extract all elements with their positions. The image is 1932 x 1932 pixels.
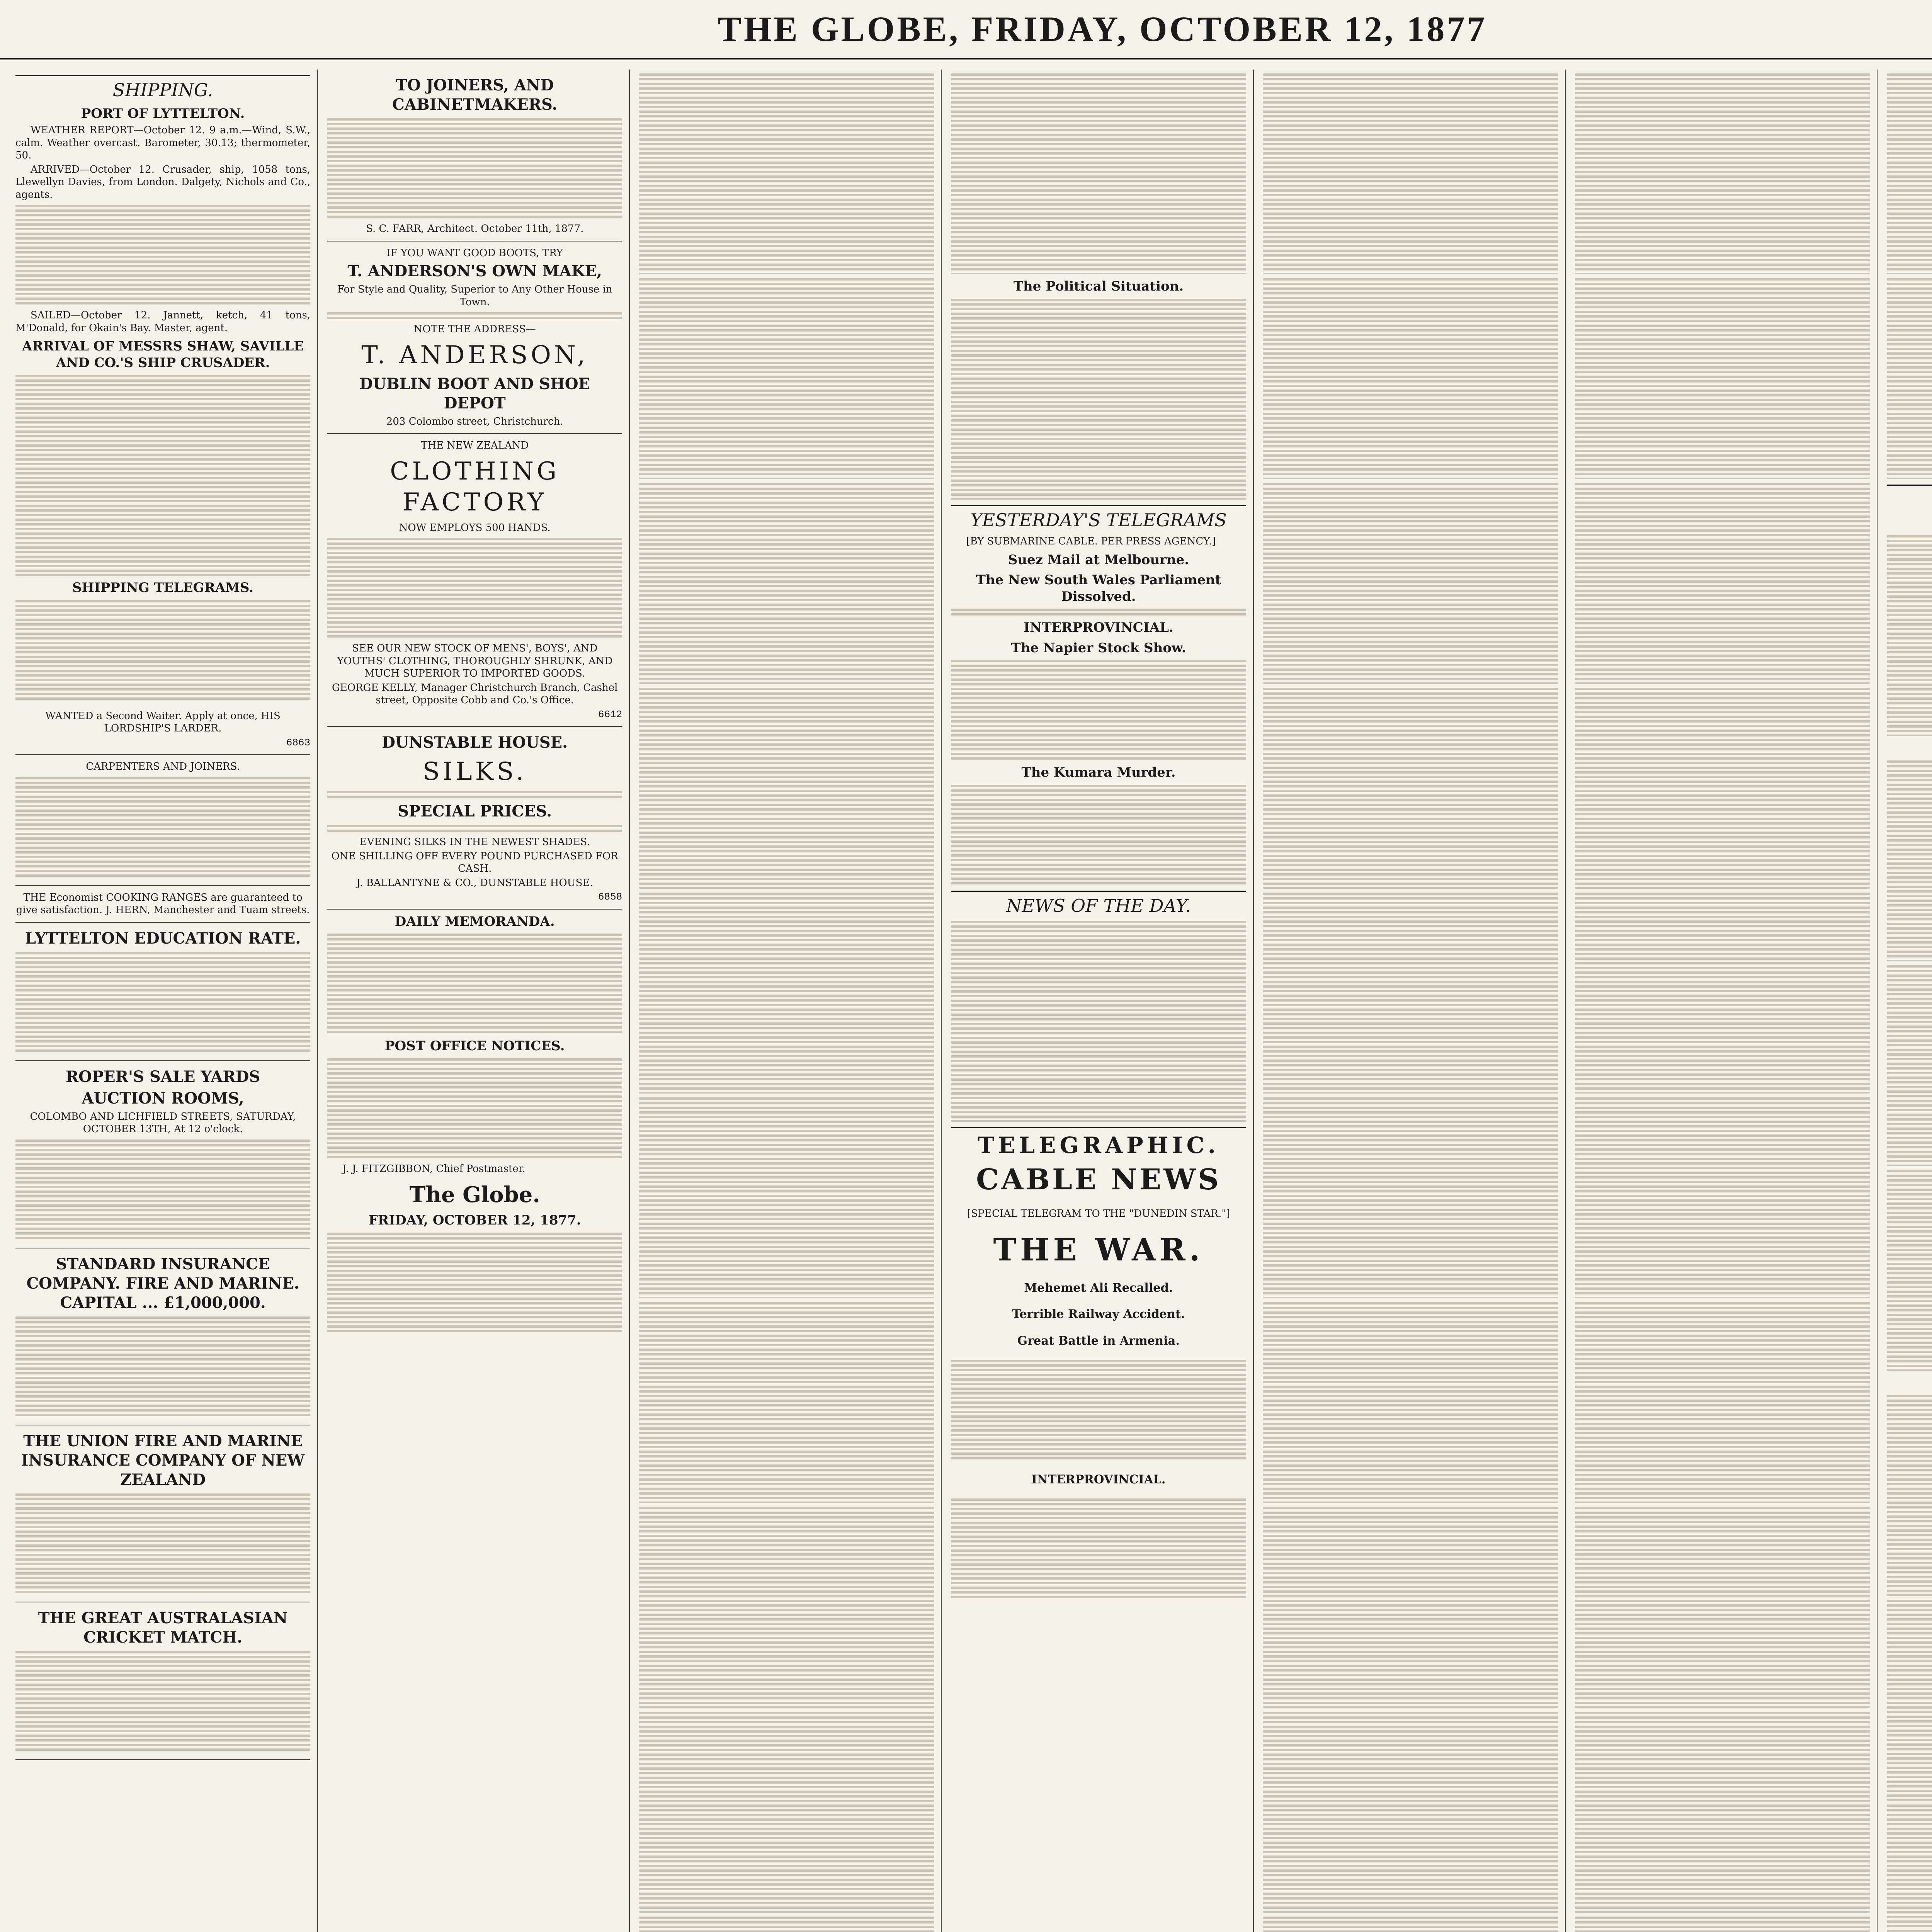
ad-heading: CARPENTERS AND JOINERS. [86, 761, 240, 772]
mehemet-heading: Mehemet Ali Recalled. [1024, 1281, 1173, 1295]
memoranda-heading: DAILY MEMORANDA. [395, 913, 555, 929]
column-2 [327, 70, 630, 1932]
ad-economist [15, 886, 310, 923]
article-text-filler [1575, 483, 1870, 684]
article-text-filler [639, 73, 934, 274]
article-text-filler [1887, 278, 1932, 479]
yesterday-sub: [BY SUBMARINE CABLE. PER PRESS AGENCY.] [966, 536, 1216, 547]
article-text-filler [951, 609, 1246, 616]
ad-union-insurance [15, 1425, 310, 1602]
ad-heading: THE GREAT AUSTRALASIAN CRICKET MATCH. [38, 1609, 288, 1646]
article-text-filler [951, 1498, 1246, 1599]
armenia-heading: Great Battle in Armenia. [1017, 1333, 1180, 1348]
ad-heading: TO JOINERS, AND CABINETMAKERS. [392, 76, 558, 114]
columns [15, 70, 1932, 1932]
cable-sub: [SPECIAL TELEGRAM TO THE "DUNEDIN STAR."] [967, 1208, 1230, 1219]
ad-clothing-factory [327, 434, 622, 727]
ad-text-filler [327, 791, 622, 798]
arrival-heading: ARRIVAL OF MESSRS SHAW, SAVILLE AND CO.'S SHIP CRUSADER. [22, 338, 304, 371]
article-text-filler [1575, 1097, 1870, 1298]
ad-address-street: 203 Colombo street, Christchurch. [386, 415, 563, 427]
article-text-filler [1263, 1917, 1558, 1932]
ad-line: NOW EMPLOYS 500 HANDS. [399, 522, 551, 534]
ad-dunstable-house [327, 727, 622, 910]
yesterday-block [951, 535, 1246, 885]
article-text-filler [1575, 1507, 1870, 1708]
globe-editorial-title: The Globe. [409, 1182, 540, 1208]
sailed-text: SAILED—October 12. Jannett, ketch, 41 tons, M'Donald, for Okain's Bay. Master, agent. [15, 310, 311, 334]
cable-news-heading: CABLE NEWS [976, 1163, 1221, 1196]
editorial-date: FRIDAY, OCTOBER 12, 1877. [368, 1213, 581, 1228]
article-text-filler [1575, 73, 1870, 274]
article-text-filler [639, 1917, 934, 1932]
ad-joiners [327, 70, 622, 242]
ad-heading: DUNSTABLE HOUSE. [382, 733, 568, 752]
ad-special-prices: SPECIAL PRICES. [398, 802, 552, 820]
ad-stock: SEE OUR NEW STOCK OF MENS', BOYS', AND YOUTHS' CLOTHING, THOROUGHLY SHRUNK, AND MUCH SUPERIOR TO IMPORTED GOODS. [337, 643, 613, 679]
article-text-filler [951, 785, 1246, 885]
column-6 [1575, 70, 1878, 1932]
editorial-block [327, 1212, 622, 1333]
interprovincial-heading: INTERPROVINCIAL. [1024, 620, 1173, 635]
article-text-filler [639, 1507, 934, 1708]
ad-address-label: NOTE THE ADDRESS— [413, 323, 536, 335]
ad-number: 6858 [598, 891, 622, 903]
ad-wanted-waiter [15, 704, 310, 755]
ad-boots [327, 242, 622, 434]
weather-report: WEATHER REPORT—October 12. 9 a.m.—Wind, S.W., calm. Weather overcast. Barometer, 30.13; thermometer, 50. [15, 124, 311, 161]
article-text-filler [639, 1302, 934, 1503]
article-text-filler [639, 1097, 934, 1298]
ad-education-rate [15, 923, 310, 1061]
article-text-filler [327, 1058, 622, 1159]
ad-standard-insurance [15, 1248, 310, 1425]
article-text-filler [639, 893, 934, 1094]
article-text-filler [1263, 1097, 1558, 1298]
ad-signature: S. C. FARR, Architect. October 11th, 1877. [366, 223, 584, 235]
column-7 [1887, 70, 1932, 1932]
article-text-filler [15, 600, 310, 701]
arrived-text: ARRIVED—October 12. Crusader, ship, 1058 tons, Llewellyn Davies, from London. Dalgety, Nichols and Co., agents. [15, 163, 311, 201]
article-text-filler [1263, 73, 1558, 274]
ad-kelly: GEORGE KELLY, Manager Christchurch Branch, Cashel street, Opposite Cobb and Co.'s Office. [332, 682, 618, 706]
ad-ballantyne: J. BALLANTYNE & CO., DUNSTABLE HOUSE. [356, 877, 593, 889]
ad-text-filler [15, 777, 310, 878]
nsw-heading: The New South Wales Parliament Dissolved. [976, 572, 1221, 604]
article-text-filler [951, 73, 1246, 274]
drainage-date [1887, 515, 1932, 532]
article-text-filler [1887, 1600, 1932, 1801]
article-text-filler [1887, 965, 1932, 1166]
ad-heading: T. ANDERSON'S OWN MAKE, [347, 262, 602, 280]
article-text-filler [1263, 688, 1558, 889]
article-text-filler [1575, 278, 1870, 479]
suez-heading: Suez Mail at Melbourne. [1008, 552, 1189, 568]
ad-text-filler [327, 312, 622, 319]
column-1 [15, 70, 318, 1932]
political-block [951, 278, 1246, 500]
article-text-filler [1887, 73, 1932, 274]
ad-text-filler [15, 1316, 310, 1417]
war-heading: THE WAR. [993, 1231, 1204, 1268]
article-text-filler [15, 375, 310, 576]
ad-line: THE NEW ZEALAND [420, 440, 529, 451]
ad-cricket-match [15, 1602, 310, 1760]
drainage-board-title [1887, 485, 1932, 511]
article-text-filler [1263, 1507, 1558, 1708]
article-text-filler [1887, 760, 1932, 961]
article-text-filler [639, 688, 934, 889]
ad-silks: SILKS. [423, 757, 527, 786]
ferry-road-heading [1887, 1375, 1932, 1391]
article-text-filler [951, 1360, 1246, 1460]
engineer-heading [1887, 740, 1932, 757]
article-text-filler [951, 660, 1246, 760]
article-text-filler [327, 1233, 622, 1333]
ad-text: THE Economist COOKING RANGES are guaranteed to give satisfaction. J. HERN, Manchester and Tuam streets. [16, 891, 310, 916]
ad-number: 6612 [598, 708, 622, 720]
ad-text: For Style and Quality, Superior to Any Other House in Town. [337, 284, 612, 308]
ad-text: COLOMBO AND LICHFIELD STREETS, SATURDAY, OCTOBER 13TH, At 12 o'clock. [30, 1111, 296, 1135]
telegrams-heading: SHIPPING TELEGRAMS. [72, 580, 254, 595]
telegraphic-block [951, 1127, 1246, 1599]
masthead-title: THE GLOBE, FRIDAY, OCTOBER 12, 1877 [718, 9, 1487, 49]
ad-heading: CLOTHING FACTORY [390, 457, 560, 517]
ad-shilling: ONE SHILLING OFF EVERY POUND PURCHASED FOR CASH. [331, 850, 618, 874]
port-block [15, 105, 310, 701]
postmaster: J. J. FITZGIBBON, Chief Postmaster. [342, 1163, 526, 1175]
article-text-filler [1887, 535, 1932, 736]
article-text-filler [639, 483, 934, 684]
column-5 [1263, 70, 1566, 1932]
ad-text-filler [15, 952, 310, 1053]
article-text-filler [1263, 893, 1558, 1094]
yesterday-telegrams-title: YESTERDAY'S TELEGRAMS [951, 505, 1246, 532]
ad-evening: EVENING SILKS IN THE NEWEST SHADES. [359, 836, 590, 848]
shipping-title: SHIPPING. [15, 75, 310, 102]
article-text-filler [1263, 483, 1558, 684]
telegraphic-heading: TELEGRAPHIC. [978, 1132, 1219, 1158]
post-office-heading: POST OFFICE NOTICES. [384, 1038, 565, 1054]
ad-address-name: T. ANDERSON, [361, 340, 588, 369]
memoranda-block [327, 913, 622, 1175]
ad-address-depot: DUBLIN BOOT AND SHOE DEPOT [359, 374, 590, 412]
ad-carpenters [15, 755, 310, 886]
ad-text-filler [15, 1139, 310, 1240]
political-heading: The Political Situation. [1013, 279, 1184, 294]
ad-subheading: AUCTION ROOMS, [82, 1089, 244, 1107]
ad-lead: IF YOU WANT GOOD BOOTS, TRY [386, 247, 563, 259]
article-text-filler [1263, 278, 1558, 479]
port-heading: PORT OF LYTTELTON. [81, 105, 245, 121]
interprovincial2-heading: INTERPROVINCIAL. [1031, 1472, 1166, 1486]
kumara-heading: The Kumara Murder. [1021, 765, 1176, 780]
article-text-filler [639, 278, 934, 479]
ad-number: 6863 [286, 736, 311, 748]
article-text-filler [1575, 1712, 1870, 1913]
ad-text-filler [327, 538, 622, 638]
article-text-filler [15, 205, 310, 305]
ad-heading: ROPER'S SALE YARDS [65, 1067, 260, 1086]
column-3 [639, 70, 942, 1932]
ad-ropers-sale [15, 1061, 310, 1248]
article-text-filler [1575, 688, 1870, 889]
drainage-block [1887, 515, 1932, 1932]
ad-heading: LYTTELTON EDUCATION RATE. [25, 929, 301, 947]
railway-heading: Terrible Railway Accident. [1012, 1307, 1185, 1321]
ad-text-filler [15, 1493, 310, 1594]
article-text-filler [951, 299, 1246, 500]
article-text-filler [1263, 1302, 1558, 1503]
ad-text-filler [327, 825, 622, 832]
article-text-filler [1887, 1170, 1932, 1371]
article-text-filler [1575, 893, 1870, 1094]
ad-text-filler [327, 118, 622, 219]
ad-heading: STANDARD INSURANCE COMPANY. FIRE AND MARINE. CAPITAL ... £1,000,000. [26, 1255, 299, 1312]
article-text-filler [1887, 1804, 1932, 1932]
article-text-filler [1575, 1302, 1870, 1503]
napier-heading: The Napier Stock Show. [1011, 640, 1186, 656]
article-text-filler [1575, 1917, 1870, 1932]
article-text-filler [1263, 1712, 1558, 1913]
ad-text: WANTED a Second Waiter. Apply at once, HIS LORDSHIP'S LARDER. [45, 710, 281, 734]
column-4 [951, 70, 1253, 1932]
article-text-filler [951, 921, 1246, 1122]
ad-heading: THE UNION FIRE AND MARINE INSURANCE COMPANY OF NEW ZEALAND [21, 1432, 305, 1489]
news-of-day-title: NEWS OF THE DAY. [951, 891, 1246, 917]
masthead [0, 0, 1932, 60]
article-text-filler [639, 1712, 934, 1913]
article-text-filler [1887, 1395, 1932, 1596]
ad-text-filler [15, 1651, 310, 1752]
article-text-filler [327, 934, 622, 1034]
